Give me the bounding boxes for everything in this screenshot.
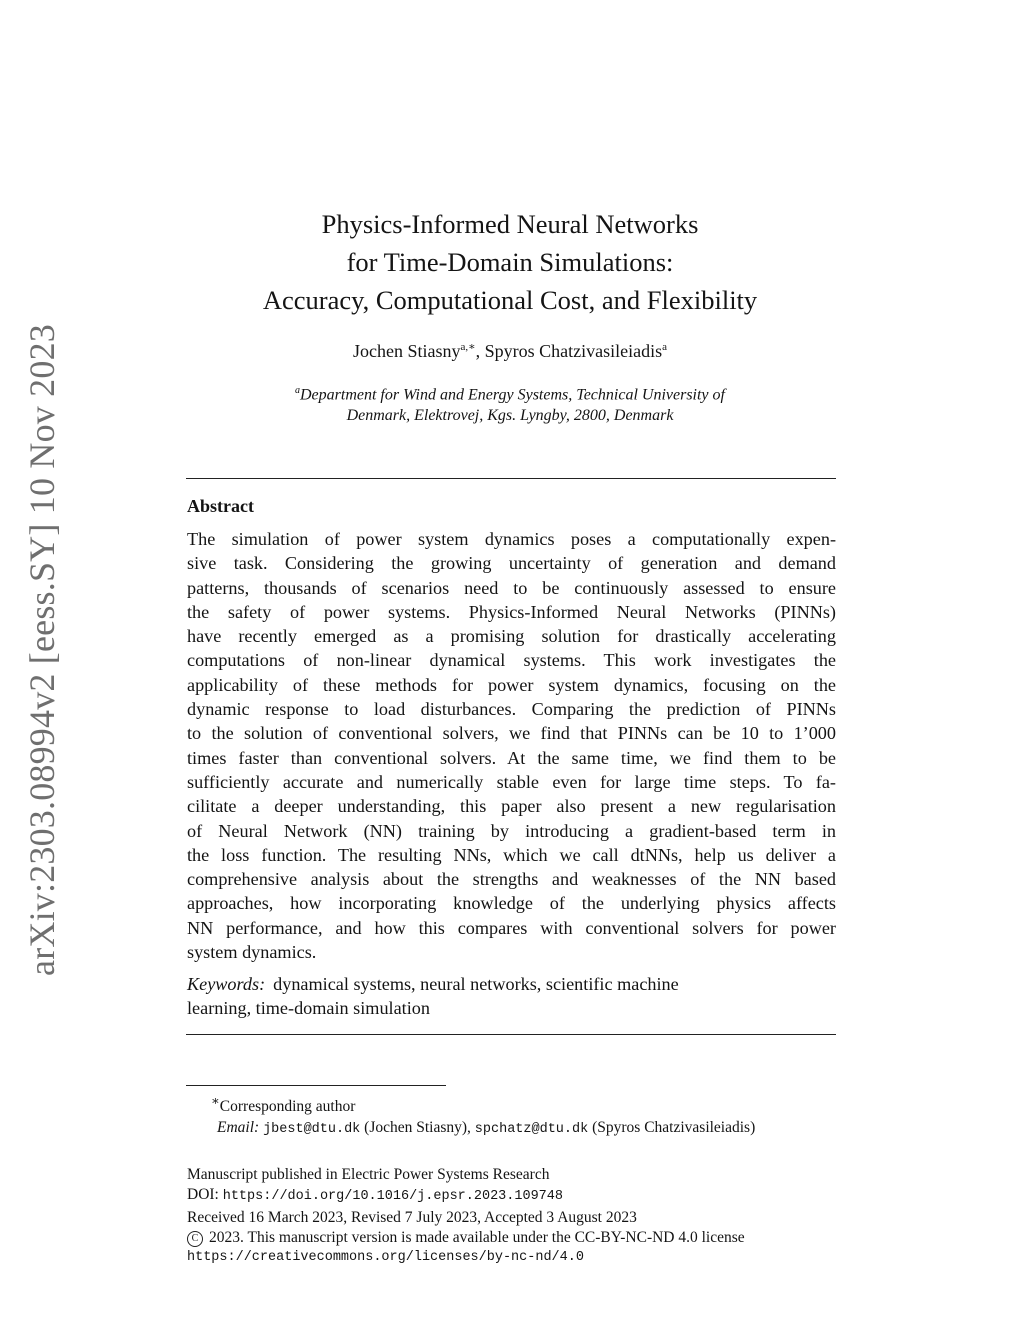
author-1-name: Jochen Stiasny: [353, 341, 461, 361]
abstract-line: the loss function. The resulting NNs, which we call dtNNs, help us deliver a: [187, 844, 836, 865]
license-link[interactable]: https://creativecommons.org/licenses/by-nc-nd/4.0: [187, 1250, 584, 1266]
author-2-affiliation-marker: a: [662, 341, 667, 353]
abstract-line: system dynamics.: [187, 942, 317, 963]
copyright-icon: C: [187, 1231, 203, 1247]
abstract-line: sufficiently accurate and numerically stable even for large time steps. To fa-: [187, 771, 836, 792]
affiliation-marker: a: [295, 385, 300, 396]
keywords-line-1: dynamical systems, neural networks, scientific machine: [273, 974, 679, 994]
email-link-1[interactable]: jbest@dtu.dk: [263, 1122, 361, 1138]
author-separator: ,: [475, 341, 485, 361]
publication-info: [187, 1165, 847, 1268]
abstract-line: computations of non-linear dynamical systems. This work investigates the: [187, 650, 836, 671]
abstract-line: NN performance, and how this compares with conventional solvers for power: [187, 917, 836, 938]
abstract-line: approaches, how incorporating knowledge of the underlying physics affects: [187, 893, 836, 914]
abstract-heading: Abstract: [187, 496, 254, 516]
arxiv-identifier-text: arXiv:2303.08994v2 [eess.SY] 10 Nov 2023: [22, 324, 63, 976]
journal-line: Manuscript published in Electric Power Systems Research: [187, 1166, 550, 1183]
author-2-name: Spyros Chatzivasileiadis: [484, 341, 663, 361]
abstract-line: to the solution of conventional solvers, we find that PINNs can be 10 to 1’000: [187, 723, 836, 744]
abstract-top-rule: [186, 478, 836, 479]
abstract-line: the safety of power systems. Physics-Informed Neural Networks (PINNs): [187, 601, 836, 622]
keywords-label: Keywords:: [187, 974, 266, 994]
author-list: [190, 340, 830, 362]
abstract-line: cilitate a deeper understanding, this paper also present a new regularisation: [187, 796, 836, 817]
affiliation-line-1: Department for Wind and Energy Systems, Technical University of: [300, 386, 725, 404]
abstract-line: of Neural Network (NN) training by introducing a gradient-based term in: [187, 820, 836, 841]
title-line-3: Accuracy, Computational Cost, and Flexibility: [262, 285, 758, 315]
keywords: [187, 972, 836, 1020]
abstract-line: The simulation of power system dynamics poses a computationally expen-: [187, 529, 836, 549]
email-link-2[interactable]: spchatz@dtu.dk: [474, 1122, 589, 1138]
title-line-2: for Time-Domain Simulations:: [346, 247, 674, 277]
affiliation: [190, 380, 830, 426]
affiliation-line-2: Denmark, Elektrovej, Kgs. Lyngby, 2800, Denmark: [346, 407, 674, 425]
abstract-line: times faster than conventional solvers. At the same time, we find them to be: [187, 747, 836, 768]
keywords-line-2: learning, time-domain simulation: [187, 998, 430, 1018]
footnote-marker: ∗: [211, 1093, 220, 1108]
doi-label: DOI:: [187, 1186, 219, 1204]
paper-title: [190, 205, 830, 319]
abstract-line: comprehensive analysis about the strengths and weaknesses of the NN based: [187, 869, 836, 890]
abstract-bottom-rule: [186, 1034, 836, 1035]
abstract-line: have recently emerged as a promising solution for drastically accelerating: [187, 626, 836, 647]
received-dates: Received 16 March 2023, Revised 7 July 2023, Accepted 3 August 2023: [187, 1208, 637, 1226]
abstract-line: patterns, thousands of scenarios need to be continuously assessed to ensure: [187, 577, 836, 598]
email-1-owner: (Jochen Stiasny),: [364, 1119, 471, 1137]
doi-link[interactable]: https://doi.org/10.1016/j.epsr.2023.109748: [222, 1189, 563, 1205]
abstract-line: sive task. Considering the growing uncertainty of generation and demand: [187, 553, 836, 574]
footnote: [187, 1090, 847, 1140]
title-line-1: Physics-Informed Neural Networks: [321, 209, 699, 239]
abstract-line: dynamic response to load disturbances. Comparing the prediction of PINNs: [187, 699, 836, 720]
email-label: Email:: [217, 1119, 260, 1137]
footnote-rule: [186, 1085, 446, 1086]
email-2-owner: (Spyros Chatzivasileiadis): [592, 1119, 756, 1137]
copyright-text: 2023. This manuscript version is made available under the CC-BY-NC-ND 4.0 license: [209, 1228, 745, 1246]
arxiv-identifier-stamp: [22, 324, 63, 976]
abstract-line: applicability of these methods for power system dynamics, focusing on the: [187, 674, 836, 695]
corresponding-author-note: Corresponding author: [219, 1098, 356, 1116]
abstract-text: [187, 527, 836, 964]
author-1-affiliation-marker: a,∗: [460, 341, 476, 353]
